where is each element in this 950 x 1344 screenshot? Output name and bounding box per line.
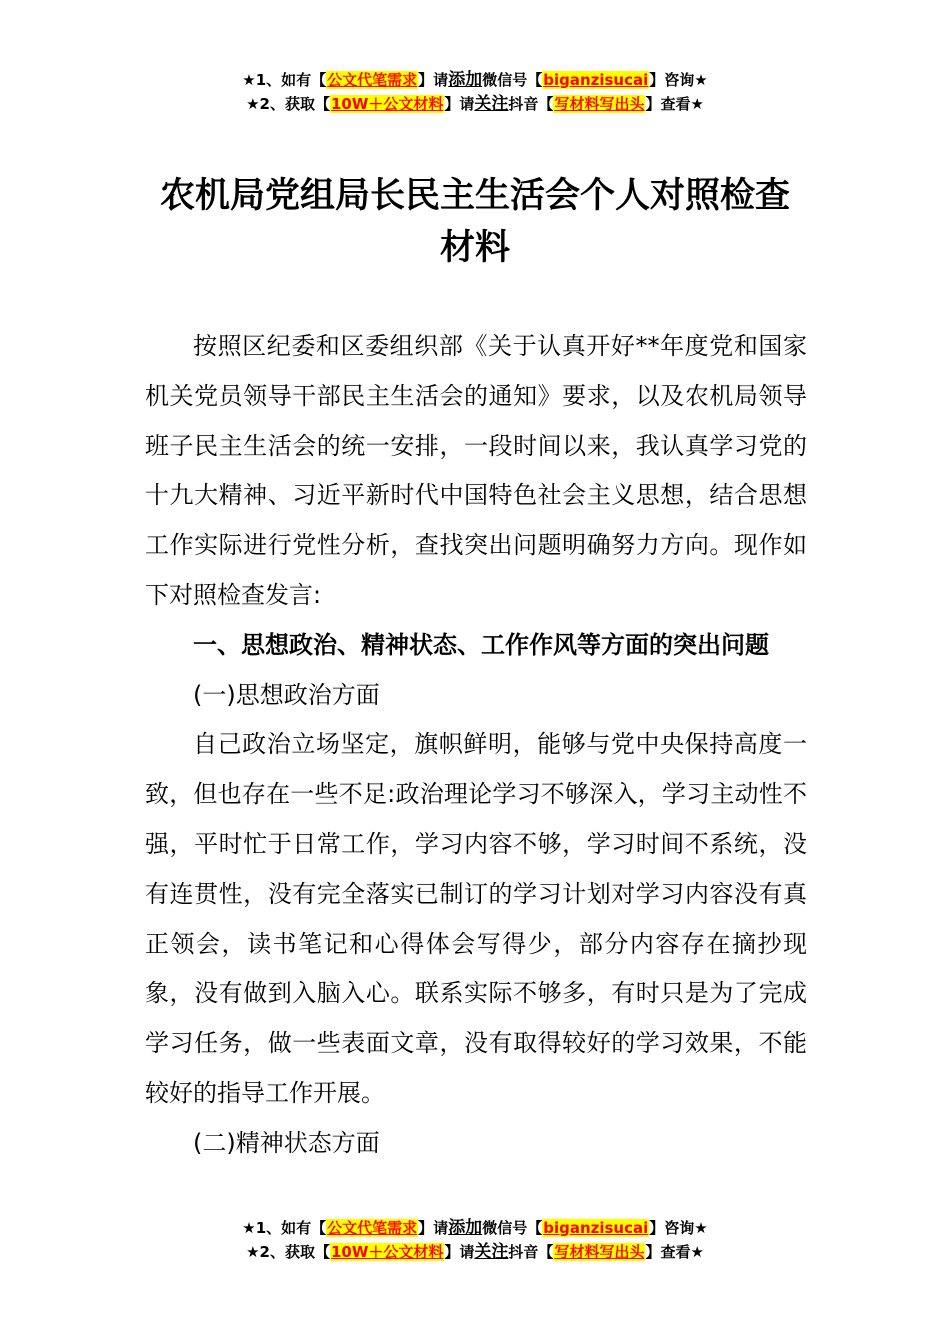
banner-highlight: 10W＋公文材料: [330, 1243, 444, 1261]
subsection-heading: (二)精神状态方面: [193, 1128, 380, 1157]
document-body: [145, 322, 807, 1169]
subsection-heading: (一)思想政治方面: [193, 680, 380, 709]
section-heading: 一、思想政治、精神状态、工作作风等方面的突出问题: [193, 630, 769, 659]
banner-highlight: 公文代笔需求: [327, 1219, 418, 1237]
paragraph-political: 自己政治立场坚定，旗帜鲜明，能够与党中央保持高度一致，但也存在一些不足:政治理论学习不够深入，学习主动性不强，平时忙于日常工作，学习内容不够，学习时间不系统，没有连贯性，没有完全落实已制订的学习计划对学习内容没有真正领会，读书笔记和心得体会写得少，部分内容存在摘抄现象，没有做到入脑入心。联系实际不够多，有时只是为了完成学习任务，做一些表面文章，没有取得较好的学习效果，不能较好的指导工作开展。: [145, 730, 807, 1107]
banner-highlight: 10W＋公文材料: [330, 95, 444, 113]
banner-line-2: ★2、获取【10W＋公文材料】请关注抖音【写材料写出头】查看★: [246, 94, 704, 114]
banner-douyin-id: 写材料写出头: [554, 1243, 645, 1261]
footer-banner: [0, 1216, 950, 1264]
document-title: 农机局党组局长民主生活会个人对照检查材料: [159, 176, 790, 268]
banner-wechat-id: biganzisucai: [543, 71, 649, 89]
header-banner: [0, 68, 950, 116]
paragraph-intro: 按照区纪委和区委组织部《关于认真开好**年度党和国家机关党员领导干部民主生活会的通知》要求，以及农机局领导班子民主生活会的统一安排，一段时间以来，我认真学习党的十九大精神、习近平新时代中国特色社会主义思想，结合思想工作实际进行党性分析，查找突出问题明确努力方向。现作如下对照检查发言:: [145, 332, 807, 609]
banner-douyin-id: 写材料写出头: [554, 95, 645, 113]
banner-line-1: ★1、如有【公文代笔需求】请添加微信号【biganzisucai】咨询★: [242, 1218, 708, 1238]
banner-highlight: 公文代笔需求: [327, 71, 418, 89]
banner-wechat-id: biganzisucai: [543, 1219, 649, 1237]
banner-line-1: ★1、如有【公文代笔需求】请添加微信号【biganzisucai】咨询★: [242, 70, 708, 90]
banner-line-2: ★2、获取【10W＋公文材料】请关注抖音【写材料写出头】查看★: [246, 1242, 704, 1262]
